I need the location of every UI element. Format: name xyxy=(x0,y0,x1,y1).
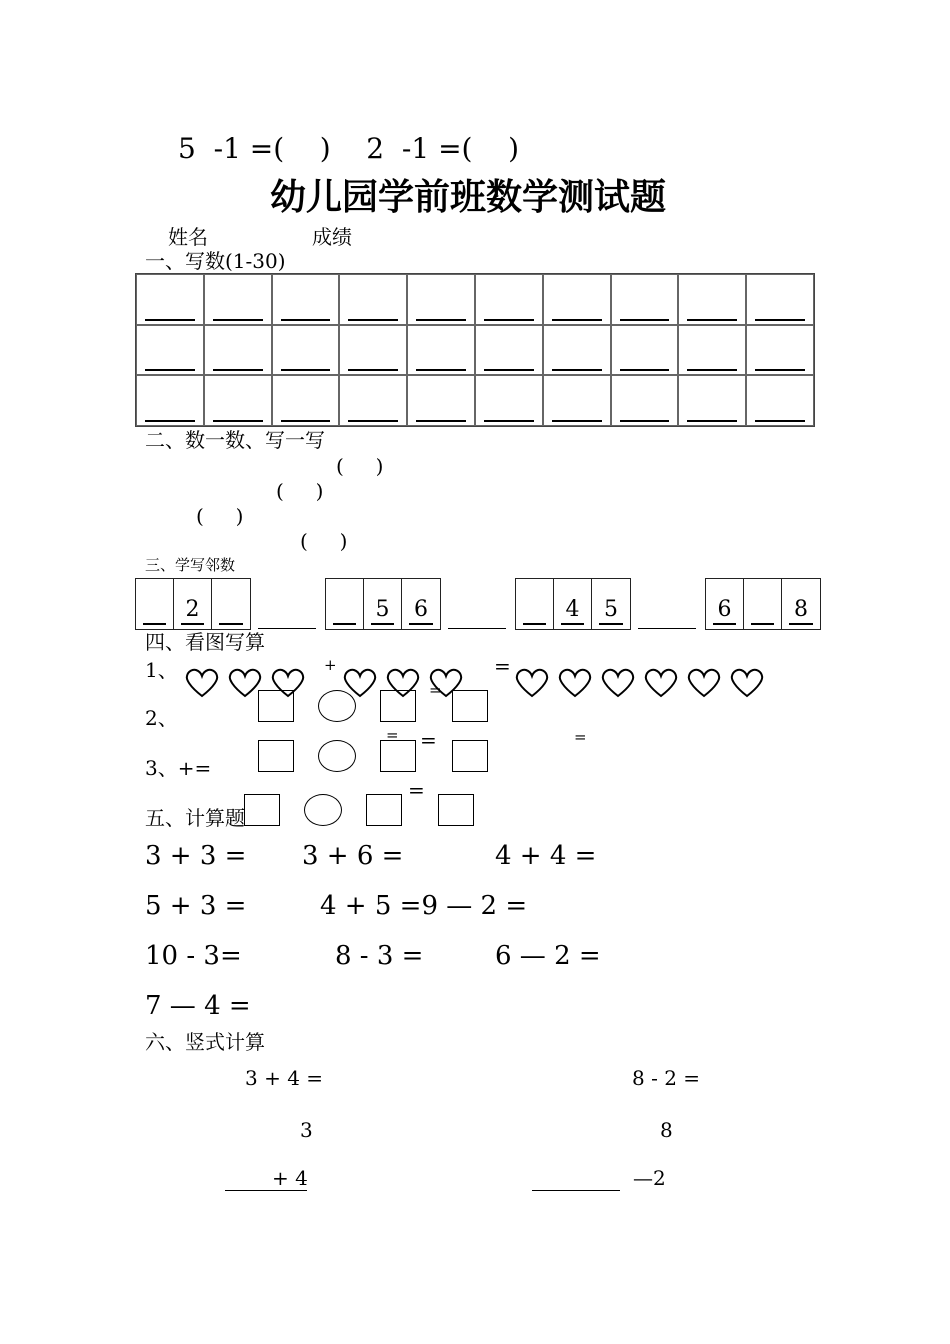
row-1-label: 1、 xyxy=(145,658,178,682)
write-cell[interactable] xyxy=(204,325,272,376)
count-blank[interactable]: ( ) xyxy=(276,479,324,503)
answer-box[interactable] xyxy=(452,690,488,722)
calc-problem: 4 + 5 =9 — 2 = xyxy=(320,891,528,921)
answer-box[interactable] xyxy=(438,794,474,826)
neighbor-group xyxy=(325,578,441,630)
heart-icon xyxy=(644,668,678,698)
write-cell[interactable] xyxy=(339,375,407,426)
calc-problem: 7 — 4 = xyxy=(145,991,251,1021)
answer-line[interactable] xyxy=(638,628,696,629)
neighbor-group xyxy=(515,578,631,630)
section-5-heading: 五、计算题 xyxy=(145,806,245,830)
neighbor-cell[interactable]: 5 xyxy=(364,579,402,629)
equals-sign: = xyxy=(429,681,442,699)
calc-problem: 8 - 3 = xyxy=(335,941,424,971)
heart-icon xyxy=(558,668,592,698)
neighbor-cell[interactable] xyxy=(136,579,174,629)
section-1-heading: 一、写数(1-30) xyxy=(145,249,286,273)
write-cell[interactable] xyxy=(204,375,272,426)
row-3-label: 3、+= xyxy=(145,756,212,780)
calc-problem: 3 + 3 = xyxy=(145,841,247,871)
write-cell[interactable] xyxy=(339,274,407,325)
section-6-heading: 六、竖式计算 xyxy=(145,1030,265,1054)
name-label: 姓名 xyxy=(168,225,208,249)
write-cell[interactable] xyxy=(678,375,746,426)
neighbor-cell[interactable]: 4 xyxy=(554,579,592,629)
calc-problem: 3 + 6 = xyxy=(302,841,404,871)
operator-circle[interactable] xyxy=(318,740,356,772)
write-cell[interactable] xyxy=(339,325,407,376)
write-cell[interactable] xyxy=(407,375,475,426)
plus-sign: + xyxy=(324,656,337,674)
vertical-top-right: 8 xyxy=(660,1118,673,1142)
calc-problem: 6 — 2 = xyxy=(495,941,601,971)
write-cell[interactable] xyxy=(746,375,814,426)
section-2-heading: 二、数一数、写一写 xyxy=(145,428,325,452)
neighbor-cell[interactable]: 5 xyxy=(592,579,630,629)
neighbor-cell[interactable]: 8 xyxy=(782,579,820,629)
equals-sign: = xyxy=(574,728,587,746)
calc-problem: 5 + 3 = xyxy=(145,891,247,921)
count-blank[interactable]: ( ) xyxy=(196,504,244,528)
answer-box[interactable] xyxy=(380,740,416,772)
write-cell[interactable] xyxy=(611,274,679,325)
write-cell[interactable] xyxy=(136,325,204,376)
answer-box[interactable] xyxy=(366,794,402,826)
calc-problem: 10 - 3= xyxy=(145,941,242,971)
row-2-label: 2、 xyxy=(145,706,178,730)
write-cell[interactable] xyxy=(407,274,475,325)
write-cell[interactable] xyxy=(543,274,611,325)
heart-icon xyxy=(228,668,262,698)
neighbor-cell[interactable] xyxy=(744,579,782,629)
neighbor-cell[interactable] xyxy=(212,579,250,629)
section-4-heading: 四、看图写算 xyxy=(145,630,265,654)
answer-box[interactable] xyxy=(380,690,416,722)
heart-icon xyxy=(185,668,219,698)
count-blank[interactable]: ( ) xyxy=(336,454,384,478)
write-cell[interactable] xyxy=(475,274,543,325)
neighbor-cell[interactable] xyxy=(516,579,554,629)
operator-circle[interactable] xyxy=(318,690,356,722)
vertical-expr-left: 3 + 4 = xyxy=(245,1066,324,1090)
write-cell[interactable] xyxy=(136,274,204,325)
write-cell[interactable] xyxy=(746,274,814,325)
write-cell[interactable] xyxy=(543,375,611,426)
equals-sign: = xyxy=(408,778,425,802)
neighbor-cell[interactable]: 6 xyxy=(706,579,744,629)
write-cell[interactable] xyxy=(746,325,814,376)
write-cell[interactable] xyxy=(407,325,475,376)
calc-problem: 4 + 4 = xyxy=(495,841,597,871)
neighbor-group xyxy=(705,578,821,630)
number-writing-grid xyxy=(135,273,815,427)
vertical-rule-right xyxy=(532,1190,620,1191)
answer-box[interactable] xyxy=(452,740,488,772)
score-label: 成绩 xyxy=(312,225,352,249)
answer-box[interactable] xyxy=(258,690,294,722)
write-cell[interactable] xyxy=(136,375,204,426)
page-title: 幼儿园学前班数学测试题 xyxy=(270,177,667,218)
answer-box[interactable] xyxy=(258,740,294,772)
count-blank[interactable]: ( ) xyxy=(300,529,348,553)
write-cell[interactable] xyxy=(543,325,611,376)
neighbor-cell[interactable]: 6 xyxy=(402,579,440,629)
write-cell[interactable] xyxy=(272,325,340,376)
write-cell[interactable] xyxy=(678,274,746,325)
answer-line[interactable] xyxy=(448,628,506,629)
heart-icon xyxy=(601,668,635,698)
vertical-bottom-right: —2 xyxy=(633,1166,666,1190)
equals-sign: = xyxy=(386,726,399,744)
section-3-heading: 三、学写邻数 xyxy=(145,556,236,574)
write-cell[interactable] xyxy=(475,375,543,426)
operator-circle[interactable] xyxy=(304,794,342,826)
vertical-top-left: 3 xyxy=(300,1118,313,1142)
write-cell[interactable] xyxy=(678,325,746,376)
equals-sign: = xyxy=(494,654,511,678)
answer-box[interactable] xyxy=(244,794,280,826)
write-cell[interactable] xyxy=(475,325,543,376)
neighbor-cell[interactable] xyxy=(326,579,364,629)
write-cell[interactable] xyxy=(204,274,272,325)
vertical-bottom-left: + 4 xyxy=(272,1166,308,1190)
heart-icon xyxy=(730,668,764,698)
write-cell[interactable] xyxy=(611,325,679,376)
vertical-expr-right: 8 - 2 = xyxy=(632,1066,701,1090)
neighbor-group xyxy=(135,578,251,630)
vertical-rule-left xyxy=(225,1190,307,1191)
write-cell[interactable] xyxy=(272,375,340,426)
answer-line[interactable] xyxy=(258,628,316,629)
equals-sign: = xyxy=(420,728,437,752)
top-problems: 5 -1 =( ) 2 -1 =( ) xyxy=(178,132,520,165)
heart-icon xyxy=(687,668,721,698)
heart-icon xyxy=(515,668,549,698)
write-cell[interactable] xyxy=(611,375,679,426)
write-cell[interactable] xyxy=(272,274,340,325)
neighbor-cell[interactable]: 2 xyxy=(174,579,212,629)
